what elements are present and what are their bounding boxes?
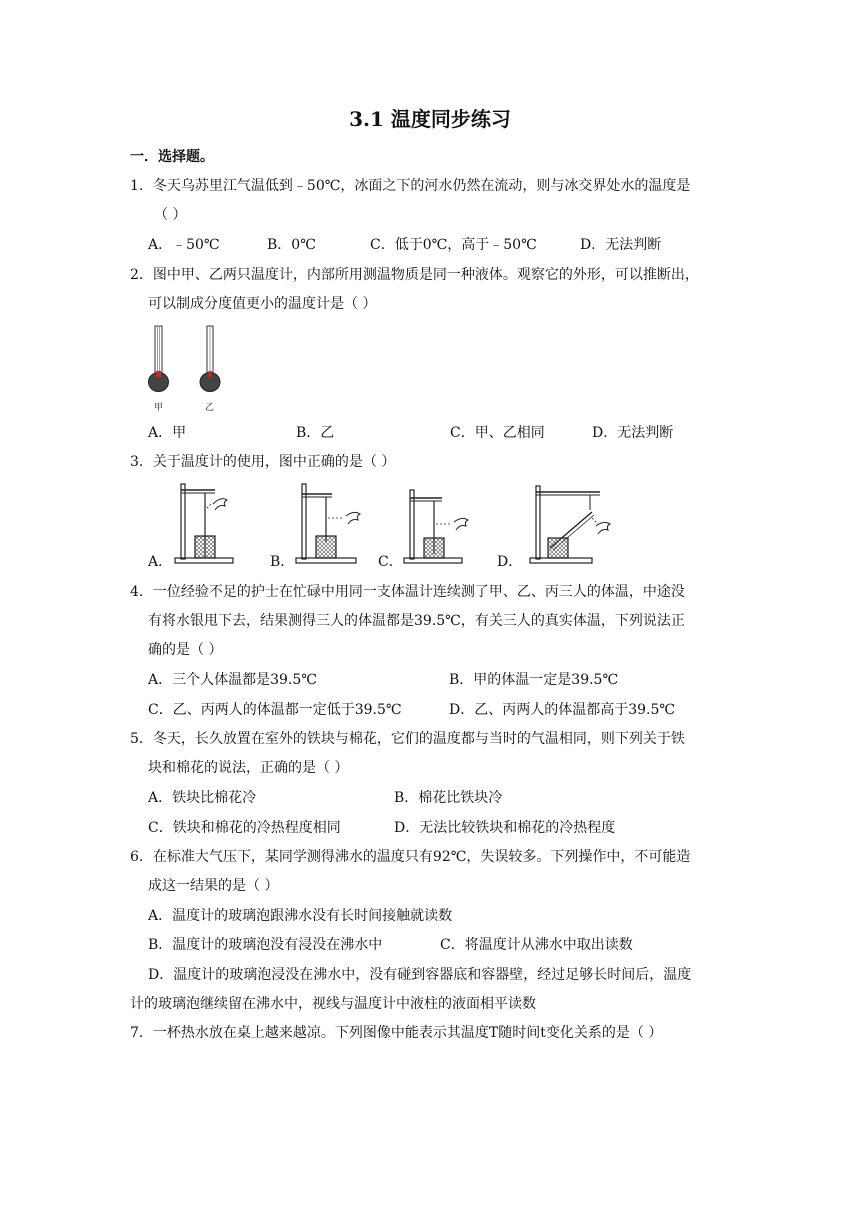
q1-option-d: D．无法判断: [580, 237, 662, 253]
q3-option-a: A．: [148, 554, 173, 570]
section-heading: 一．选择题。: [130, 149, 214, 165]
label-jia: 甲: [154, 403, 164, 413]
q7-stem: 7．一杯热水放在桌上越来越凉。下列图像中能表示其温度T随时间t变化关系的是（ ）: [130, 1025, 663, 1041]
q5-stem-line2: 块和棉花的说法，正确的是（ ）: [148, 760, 349, 776]
q2-stem-line2: 可以制成分度值更小的温度计是（ ）: [148, 296, 377, 312]
q4-option-c: C．乙、丙两人的体温都一定低于39.5℃: [148, 702, 402, 718]
q4-stem-line2: 有将水银甩下去，结果测得三人的体温都是39.5℃，有关三人的真实体温，下列说法正: [148, 613, 685, 629]
q2-option-d: D．无法判断: [592, 425, 674, 441]
label-yi: 乙: [205, 403, 215, 413]
q5-option-d: D．无法比较铁块和棉花的冷热程度: [394, 820, 616, 836]
q4-option-b: B．甲的体温一定是39.5℃: [449, 672, 619, 688]
q1-option-a: A．﹣50℃: [148, 237, 220, 253]
q1-option-c: C．低于0℃，高于﹣50℃: [370, 237, 537, 253]
q3-figure-d: [530, 482, 616, 566]
q2-option-b: B．乙: [296, 425, 335, 441]
thermometer-yi: [200, 326, 220, 392]
q6-option-b: B．温度计的玻璃泡没有浸没在沸水中: [148, 937, 383, 953]
q5-stem-line1: 5．冬天，长久放置在室外的铁块与棉花，它们的温度都与当时的气温相同，则下列关于铁: [130, 731, 685, 747]
q2-thermometers-figure: [145, 324, 235, 416]
q4-stem-line1: 4．一位经验不足的护士在忙碌中用同一支体温计连续测了甲、乙、丙三人的体温，中途没: [130, 584, 685, 600]
q3-figure-b: [296, 480, 368, 566]
q3-option-d: D．: [497, 554, 523, 570]
q4-stem-line3: 确的是（ ）: [148, 642, 223, 658]
q6-option-d-line2: 计的玻璃泡继续留在沸水中，视线与温度计中液柱的液面相平读数: [130, 996, 536, 1012]
page-title: 3.1 温度同步练习: [349, 107, 511, 131]
q4-option-d: D．乙、丙两人的体温都高于39.5℃: [449, 702, 676, 718]
q3-figure-a: [175, 480, 237, 566]
q5-option-b: B．棉花比铁块冷: [394, 790, 503, 806]
q1-stem-line2: （ ）: [154, 207, 187, 223]
q1-stem-line1: 1．冬天乌苏里江气温低到﹣50℃，冰面之下的河水仍然在流动，则与冰交界处水的温度是: [130, 178, 691, 194]
q1-option-b: B．0℃: [267, 237, 316, 253]
q3-stem: 3．关于温度计的使用，图中正确的是（ ）: [130, 454, 396, 470]
q3-option-b: B．: [270, 554, 295, 570]
q6-option-a: A．温度计的玻璃泡跟沸水没有长时间接触就读数: [148, 908, 453, 924]
q2-option-c: C．甲、乙相同: [450, 425, 545, 441]
q3-figure-c: [404, 486, 474, 566]
q4-option-a: A．三个人体温都是39.5℃: [148, 672, 317, 688]
thermometer-jia: [149, 326, 169, 392]
q3-option-c: C．: [378, 554, 403, 570]
q6-option-c: C．将温度计从沸水中取出读数: [440, 937, 633, 953]
q5-option-c: C．铁块和棉花的冷热程度相同: [148, 820, 341, 836]
q6-option-d-line1: D．温度计的玻璃泡浸没在沸水中，没有碰到容器底和容器壁，经过足够长时间后，温度: [148, 967, 692, 983]
q2-option-a: A．甲: [148, 425, 187, 441]
q2-stem-line1: 2．图中甲、乙两只温度计，内部所用测温物质是同一种液体。观察它的外形，可以推断出，: [130, 267, 699, 283]
q6-stem-line2: 成这一结果的是（ ）: [148, 878, 279, 894]
q6-stem-line1: 6．在标准大气压下，某同学测得沸水的温度只有92℃，失误较多。下列操作中，不可能造: [130, 849, 691, 865]
q5-option-a: A．铁块比棉花冷: [148, 790, 257, 806]
